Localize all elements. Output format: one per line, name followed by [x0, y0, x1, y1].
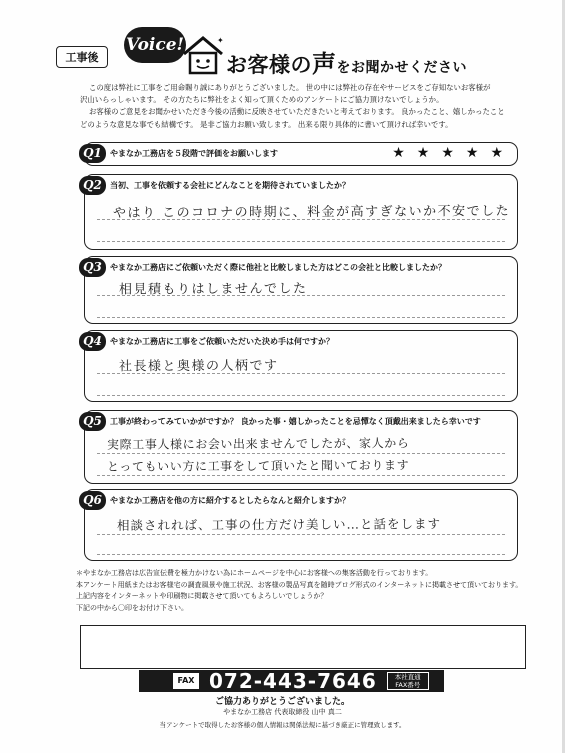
page-title: お客様の声をお聞かせください — [226, 50, 467, 78]
answer-line — [97, 475, 505, 476]
question-number: Q4 — [79, 332, 106, 351]
question-number: Q6 — [79, 491, 106, 510]
note-line: ＊やまなか工務店は広告宣伝費を極力かけない為にホームページを中心にお客様への集客活動を行っております。 — [76, 569, 433, 577]
question-2-box — [84, 174, 518, 250]
star-icon: ★ — [416, 145, 430, 161]
handwritten-answer: やはり このコロナの時期に、料金が高すぎないか不安でした — [112, 203, 511, 222]
answer-line — [97, 395, 505, 396]
intro-text — [80, 82, 520, 131]
intro-line: この度は弊社に工事をご用命賜り誠にありがとうございました。 世の中には弊社の存在やサービスをご存知ないお客様が — [89, 83, 491, 92]
note-line: 下記の中から〇印をお付け下さい。 — [76, 603, 188, 612]
fax-label: FAX — [173, 673, 199, 689]
question-text: やまなか工務店にご依頼いただく際に他社と比較しました方はどこの会社と比較しましたか？ — [110, 262, 446, 272]
note-line: 上記内容をインターネットや印刷物に掲載させて頂いてもよろしいでしょうか？ — [76, 592, 328, 601]
star-icon: ★ — [392, 145, 405, 161]
question-text: 当初、工事を依頼する会社にどんなことを期待されていましたか？ — [110, 180, 350, 190]
answer-line — [97, 534, 505, 535]
star-rating — [392, 145, 503, 161]
question-6-box — [84, 489, 518, 561]
company-name: やまなか工務店 代表取締役 山中 真二 — [223, 708, 342, 716]
fax-note: 本社直通 FAX番号 — [387, 672, 429, 690]
handwritten-answer: 相談されれば、工事の仕方だけ美しい…と話をします — [116, 516, 442, 533]
question-number: Q3 — [79, 258, 106, 277]
fax-number: 072-443-7646 — [209, 669, 377, 693]
question-text: やまなか工務店を他の方に紹介するとしたらなんと紹介しますか？ — [110, 495, 350, 505]
fax-bar — [139, 670, 444, 692]
note-line: 本アンケート用紙またはお客様宅の調査風景や施工状況、お客様の製品写真を随時ブログ形式のインターネットに掲載させて頂いております。 — [76, 580, 523, 589]
voice-badge: Voice! — [124, 27, 186, 63]
intro-line: お客様のご意見をお聞かせいただき今後の活動に反映させていただきたいと考えております。 良かったこと、嬉しかったこと — [89, 107, 505, 117]
question-4-box — [84, 330, 518, 402]
house-icon — [180, 34, 226, 76]
intro-line: どのような意見な事でも結構です。 是非ご協力お願い致します。 出来る限り具体的に書いて頂ければ幸いです。 — [80, 119, 453, 129]
answer-line — [97, 241, 505, 242]
after-construction-tag: 工事後 — [56, 46, 108, 68]
question-number: Q1 — [79, 144, 106, 163]
answer-line — [97, 554, 505, 555]
answer-line — [97, 453, 505, 454]
question-text: やまなか工務店に工事をご依頼いただいた決め手は何ですか？ — [110, 336, 334, 346]
star-icon: ★ — [441, 145, 454, 161]
handwritten-answer: 実際工事人様にお会い出来ませんでしたが、家人から — [106, 436, 410, 452]
question-text: 工事が終わってみていかがですか？ 良かった事・嬉しかったことを忌憚なく頂戴出来ましたら幸いです — [110, 416, 481, 426]
handwritten-answer: 相見積もりはしませんでした — [118, 281, 308, 298]
question-1-box — [84, 142, 518, 166]
intro-line: 沢山いらっしゃいます。 その方たちに弊社をよく知って頂くためのアンケートにご協力頂けないでしょうか。 — [80, 95, 444, 105]
question-text: やまなか工務店を５段階で評価をお願いします — [110, 148, 278, 158]
thanks-text: ご協力ありがとうございました。 — [214, 697, 350, 707]
handwritten-answer: 社長様と奥様の人柄です — [118, 358, 279, 375]
question-number: Q2 — [79, 176, 106, 195]
star-icon: ★ — [465, 145, 479, 161]
question-5-box — [84, 410, 518, 484]
publication-notes — [76, 568, 526, 614]
answer-line — [97, 317, 505, 318]
question-3-box — [84, 256, 518, 324]
question-number: Q5 — [79, 412, 106, 431]
privacy-note: 当アンケートで取得したお客様の個人情報は関係法規に基づき厳正に管理致します。 — [159, 721, 406, 729]
consent-selection-box[interactable] — [80, 625, 526, 669]
handwritten-answer: とってもいい方に工事をして頂いたと聞いております — [106, 458, 410, 474]
star-icon: ★ — [490, 145, 503, 161]
svg-text:✦: ✦ — [217, 36, 224, 45]
